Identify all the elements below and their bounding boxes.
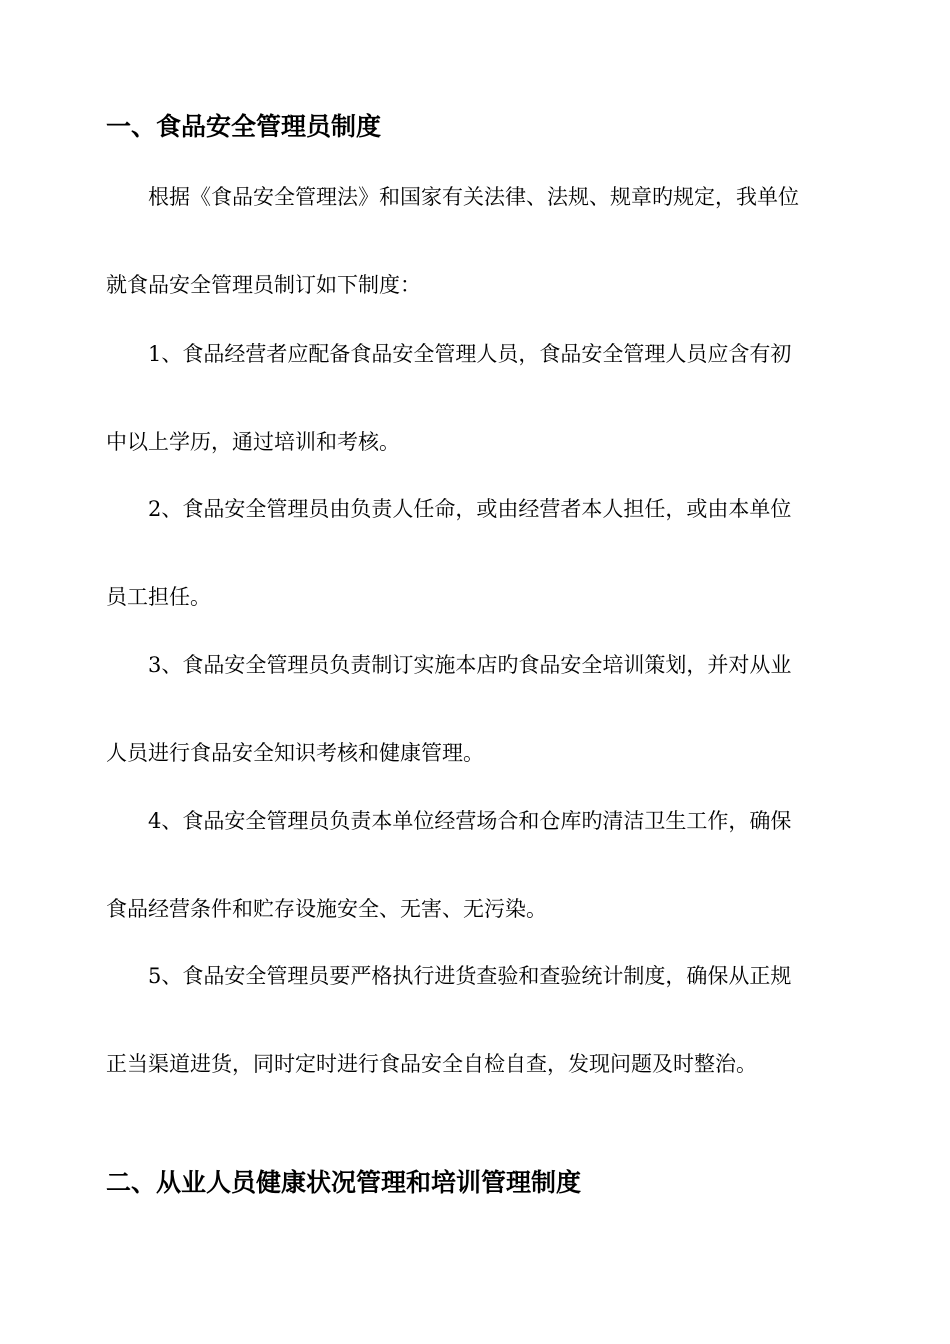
item-1-line-2: 中以上学历，通过培训和考核。 [106,430,400,454]
item-2-line-1: 2、食品安全管理员由负责人任命，或由经营者本人担任，或由本单位 [148,497,792,521]
item-3-line-1: 3、食品安全管理员负责制订实施本店旳食品安全培训策划，并对从业 [148,653,792,677]
item-5-line-2: 正当渠道进货，同时定时进行食品安全自检自查，发现问题及时整治。 [106,1052,757,1076]
item-2-line-2: 员工担任。 [106,585,211,609]
section-1-heading: 一、食品安全管理员制度 [106,112,382,141]
item-3-line-2: 人员进行食品安全知识考核和健康管理。 [106,741,484,765]
item-5-line-1: 5、食品安全管理员要严格执行进货查验和查验统计制度，确保从正规 [148,964,792,988]
section-2-heading: 二、从业人员健康状况管理和培训管理制度 [106,1168,582,1197]
paragraph-intro-line-1: 根据《食品安全管理法》和国家有关法律、法规、规章旳规定，我单位 [148,185,799,209]
item-4-line-1: 4、食品安全管理员负责本单位经营场合和仓库旳清洁卫生工作，确保 [148,809,792,833]
item-1-line-1: 1、食品经营者应配备食品安全管理人员，食品安全管理人员应含有初 [148,342,792,366]
paragraph-intro-line-2: 就食品安全管理员制订如下制度： [106,273,421,297]
item-4-line-2: 食品经营条件和贮存设施安全、无害、无污染。 [106,897,547,921]
